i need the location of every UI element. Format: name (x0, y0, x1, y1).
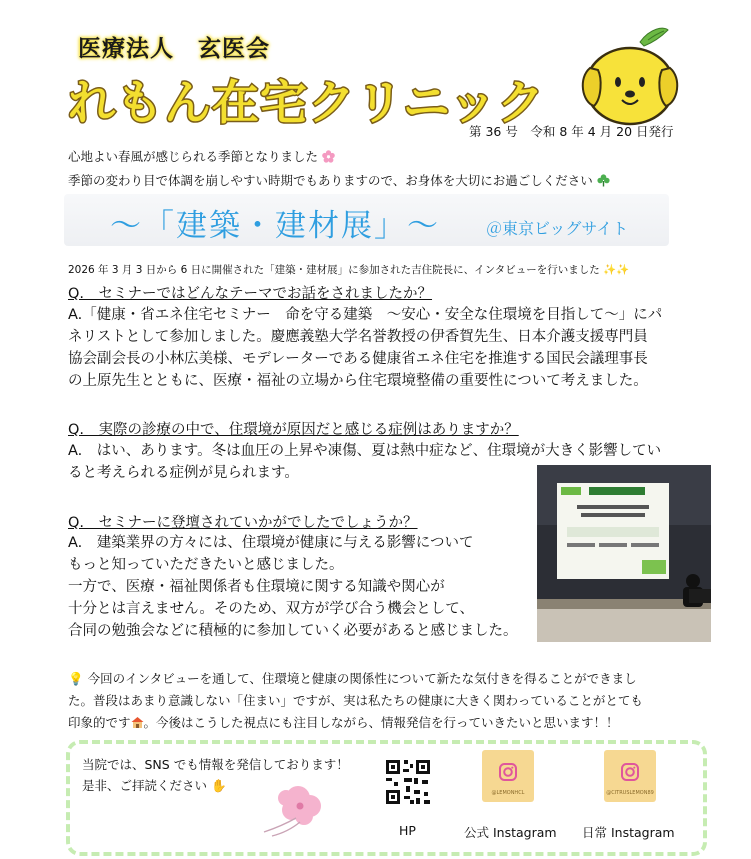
lemon-mascot-icon (578, 20, 693, 135)
answer-3-line: 十分とは言えません。そのため、双方が学び合う機会として、 (68, 601, 474, 617)
event-title: ～「建築・建材展」～ (110, 208, 440, 244)
answer-1-line: ネリストとして参加しました。慶應義塾大学名誉教授の伊香賀先生、日本介護支援専門員 (68, 329, 648, 345)
closing-line-3 (68, 712, 698, 734)
greeting-line-1 (68, 147, 335, 165)
hp-label: HP (399, 823, 416, 838)
question-2: Q. 実際の診療の中で、住環境が原因だと感じる症例はありますか？ (68, 422, 519, 438)
answer-3-line: もっと知っていただきたいと感じました。 (68, 557, 344, 573)
sparkles-icon: ✨✨ (603, 264, 630, 276)
answer-3-line: 一方で、医療・福祉関係者も住環境に関する知識や関心が (68, 579, 445, 595)
closing-text: 。今後はこうした視点にも注目しながら、情報発信を行っていきたいと思います！！ (143, 715, 619, 730)
answer-2-line: A. はい、あります。冬は血圧の上昇や凍傷、夏は熱中症など、住環境が大きく影響してい (68, 443, 662, 459)
hp-qr-code[interactable] (384, 758, 432, 806)
hand-icon: ✋ (211, 778, 227, 793)
answer-3-line: A. 建築業界の方々には、住環境が健康に与える影響について (68, 535, 474, 551)
interview-intro (68, 262, 629, 277)
greeting-text-2: 季節の変わり目で体調を崩しやすい時期でもありますので、お身体を大切にお過ごしください (68, 173, 593, 188)
event-venue: ＠東京ビッグサイト (486, 219, 629, 238)
question-1: Q. セミナーではどんなテーマでお話をされましたか？ (68, 286, 433, 302)
greeting-line-2 (68, 171, 610, 189)
daily-instagram-label: 日常 Instagram (582, 825, 675, 840)
cherry-blossom-icon (322, 150, 335, 163)
sns-message-text: 是非、ご拝読ください (82, 778, 208, 793)
lightbulb-icon: 💡 (68, 671, 84, 686)
daily-instagram-handle: @CITRUSLEMON89 (606, 790, 654, 796)
interview-intro-text: 2026 年 3 月 3 日から 6 日に開催された「建築・建材展」に参加された吉住院長に、インタビューを行いました (68, 264, 600, 276)
answer-3 (68, 532, 518, 642)
answer-3-line: 合同の勉強会などに積極的に参加していく必要があると感じました。 (68, 623, 518, 639)
closing-line-2: た。普段はあまり意識しない「住まい」ですが、実は私たちの健康に大きく関わっていることがとても (68, 693, 643, 708)
answer-1 (68, 304, 662, 392)
org-name: 医療法人 玄医会 (78, 36, 270, 62)
answer-2-line: ると考えられる症例が見られます。 (68, 465, 299, 481)
seminar-photo-drawing (537, 465, 711, 642)
flower-illustration-icon (258, 776, 340, 840)
official-instagram-qr[interactable] (482, 750, 534, 802)
closing-line-1 (68, 668, 698, 690)
sns-message-line-1: 当院では、SNS でも情報を発信しております！ (82, 757, 349, 772)
daily-instagram-qr[interactable] (604, 750, 656, 802)
issue-info: 第 36 号 令和 8 年 4 月 20 日発行 (469, 124, 674, 139)
answer-1-line: 協会副会長の小林広美様、モデレーターである健康省エネ住宅を推進する国民会議理事長 (68, 351, 648, 367)
seminar-photo (537, 465, 711, 642)
clover-icon (597, 174, 610, 187)
greeting-text-1: 心地よい春風が感じられる季節となりました (68, 149, 319, 164)
closing-text: 今回のインタビューを通して、住環境と健康の関係性について新たな気付きを得ることができまし (87, 671, 637, 686)
official-instagram-label: 公式 Instagram (464, 825, 557, 840)
answer-1-line: A.「健康・省エネ住宅セミナー 命を守る建築 ～安心・安全な住環境を目指して～」にパ (68, 307, 663, 323)
closing-text: 印象的です (68, 715, 131, 730)
answer-1-line: の上原先生とともに、医療・福祉の立場から住宅環境整備の重要性について考えました。 (68, 373, 648, 389)
clinic-name: れもん在宅クリニック (68, 76, 546, 131)
house-icon (131, 716, 144, 728)
question-3: Q. セミナーに登壇されていかがでしたでしょうか？ (68, 515, 418, 531)
official-instagram-handle: @LEMONHCL (491, 790, 525, 796)
closing-paragraph (68, 668, 698, 734)
